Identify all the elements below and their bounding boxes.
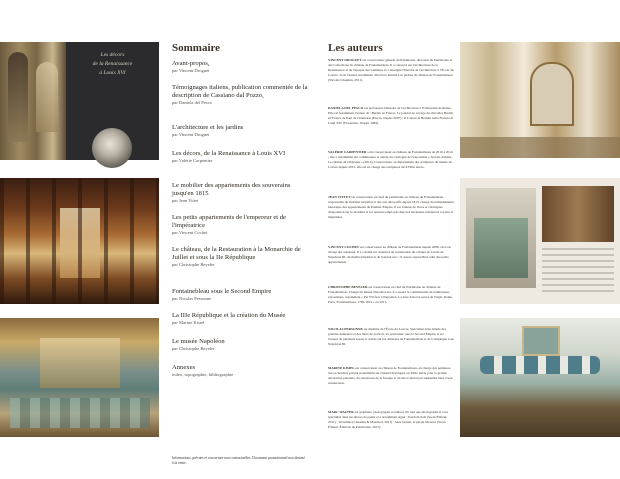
author-entry xyxy=(328,150,454,170)
spread-right-image xyxy=(542,186,614,242)
author-entry xyxy=(328,285,454,305)
author-bio: est conservateur au château de Fontainebleau depuis 2008, où il est chargé des arsenaux. Il a conduit les chantiers de restauration du cabinet de travail de Napoléon III, du théâtre impérial et du boudoir turc ; il assure aujourd'hui celui des petits appartements. xyxy=(328,245,452,264)
author-bio: est professeur d'histoire de l'architecture à l'Université de Rome. Elle est notamment l'auteur de : Bernin en France. Le journal de voyage du chevalier Bernin en France de Paul de Chantelou (Electa, Naples 2007) ; Il Louvre di Bernini nella Francia di Luigi XIV (Fiorentino, Naples 1984). xyxy=(328,106,454,125)
toc-item-author: par Christophe Beyeler xyxy=(172,262,215,267)
toc-item-author: par Christophe Beyeler xyxy=(172,346,215,351)
author-bio: est conservateur en chef du Patrimoine au château de Fontainebleau. Chargé du musée Napoléon Ier, il a assuré le commissariat de nombreuses expositions, notamment « Pie VII face à Napoléon. La tiare dans les serres de l'aigle. Rome, Paris, Fontainebleau, 1796-1814 » en 2015. xyxy=(328,285,453,304)
book-title-line3: à Louis XVI xyxy=(99,70,126,76)
toc-item[interactable] xyxy=(172,124,312,138)
author-entry xyxy=(328,410,454,430)
toc-item[interactable] xyxy=(172,288,312,302)
author-name: VINCENT DROGUET xyxy=(328,58,362,62)
toc-item[interactable] xyxy=(172,338,312,352)
toc-item-title: Le mobilier des appartements des souverains jusqu'en 1815 xyxy=(172,182,291,197)
toc-item[interactable] xyxy=(172,246,312,268)
toc-item-title: Le musée Napoléon xyxy=(172,338,225,345)
toc-item-author: par Valérie Carpentier xyxy=(172,158,213,163)
book-title-line2: de la Renaissance xyxy=(92,61,133,67)
toc-item-author: par Marine Kisiel xyxy=(172,320,205,325)
toc-item-author: par Nicolas Personne xyxy=(172,296,212,301)
author-name: JEAN VITTET xyxy=(328,195,351,199)
toc-item-author: par Daniela del Pesco xyxy=(172,100,212,105)
author-bio: est diplômé de l'École du Louvre. Spécialisé dans l'étude des grandes demeures et des lieux de pouvoir, en particulier sous le Second Empire, il est l'auteur de plusieurs essais et article sur les châteaux de Fontainebleau et de Compiègne sous Napoléon III. xyxy=(328,327,454,346)
author-name: VALÉRIE CARPENTIER xyxy=(328,150,367,154)
author-bio: est graphiste, photographe et éditeur. En tant que photographe il s'est spécialisé dans les décors de palais et a notamment signé : Tsardom Salz (Swan Éditeur, 2011) ; Versailles (Chaudun & Mazenod, 2011) ; Sans Glanal, le palais retrouvé (Swan Éditeur, Éditions du Patrimoine, 2015). xyxy=(328,410,448,429)
author-name: MARINE KISIEL xyxy=(328,366,355,370)
author-entry xyxy=(328,327,454,347)
auteurs-heading: Les auteurs xyxy=(328,42,383,54)
toc-item-title: Les décors, de la Renaissance à Louis XVI xyxy=(172,150,286,157)
toc-item-title: Fontainebleau sous le Second Empire xyxy=(172,288,272,295)
toc-item[interactable] xyxy=(172,150,312,164)
author-name: NICOLAS PERSONNE xyxy=(328,327,363,331)
disclaimer-note: Informations, prévues et couverture non contractuelles. Document promotionnel non destiné à la vente. xyxy=(172,456,305,465)
toc-item-author: index, topographie, bibliographie xyxy=(172,372,234,377)
toc-item-title: La IIIe République et la création du Musée xyxy=(172,312,286,319)
toc-item-title: L'architecture et les jardins xyxy=(172,124,244,131)
toc-item-title: Les petits appartements de l'empereur et de l'impératrice xyxy=(172,214,286,229)
spread-preview-photo xyxy=(460,178,620,304)
author-bio: est conservateur général du Patrimoine, directeur du Patrimoine et des Collections du château de Fontainebleau. Il a consacré sur l'architecture de la Renaissance et de l'époque des Lumières et a enseigné l'histoire de l'architecture à l'École du Louvre. Il est l'auteur notamment d'un livre intitulé Les jardins du château de Fontainebleau (Nicolas Chaudun, 2011). xyxy=(328,58,454,82)
author-bio: est conservateur en chef du patrimoine au château de Fontainebleau, responsable du mobilier impérial et des arts décoratifs depuis 1815, chargé du remeublement historique des appartements du Premier Empire. Il est l'auteur de livres et catalogues d'exposition sur le mobilier et les tentures employés dans les anciennes résidences royales et impériales. xyxy=(328,195,454,219)
gallery-photo xyxy=(0,178,159,304)
toc-item[interactable] xyxy=(172,312,312,326)
toc-item-author: par Vincent Cochet xyxy=(172,230,208,235)
toc-item[interactable] xyxy=(172,214,312,236)
book-title-line1: Les décors xyxy=(100,52,125,58)
toc-item[interactable] xyxy=(172,60,312,74)
spread-text-block xyxy=(542,248,614,292)
dining-room-photo xyxy=(460,318,620,437)
author-bio: est conservateur au château de Fontainebleau, en charge des peintures. Ses recherches portent notamment sur l'intérêt développé au XIXe siècle pour la grande décoration palatiale, du renouveau de la fresque et du décor mural pré-raphaélite liées à leur restauration. xyxy=(328,366,453,385)
salon-photo xyxy=(460,42,620,158)
author-name: DANIELA DEL PESCO xyxy=(328,106,364,110)
toc-item[interactable] xyxy=(172,182,312,204)
toc-item[interactable] xyxy=(172,364,312,378)
author-entry xyxy=(328,106,454,126)
author-entry xyxy=(328,58,454,83)
author-entry xyxy=(328,195,454,220)
sommaire-heading: Sommaire xyxy=(172,42,221,54)
author-entry xyxy=(328,366,454,386)
author-name: VINCENT COCHET xyxy=(328,245,360,249)
cover-photo-interior xyxy=(0,42,66,160)
author-bio: a été conservateur au château de Fontainebleau de 2010 à 2014 ; elle a notamment été commissaire et auteur du catalogue de l'exposition « Secrets d'ébène. Le cabinet de l'Odyssée » (2014). Conservateur au département des sculptures du musée du Louvre depuis 2015, elle est en charge des sculptures du XVIIIe siècle. xyxy=(328,150,453,169)
toc-item-author: par Vincent Droguet xyxy=(172,68,210,73)
author-entry xyxy=(328,245,454,265)
armchair-image xyxy=(474,218,528,278)
bedroom-photo xyxy=(0,318,159,437)
author-name: CHRISTOPHE BEYELER xyxy=(328,285,368,289)
toc-item-author: par Vincent Droguet xyxy=(172,132,210,137)
toc-item[interactable] xyxy=(172,84,312,106)
author-name: MARC WALTER xyxy=(328,410,354,414)
toc-item-title: Annexes xyxy=(172,364,196,371)
toc-item-title: Le château, de la Restauration à la Monarchie de Juillet et sous la IIe République xyxy=(172,246,301,261)
medallion-portrait-icon xyxy=(92,128,132,168)
toc-item-title: Avant-propos, xyxy=(172,60,210,67)
toc-item-author: par Jean Vittet xyxy=(172,198,199,203)
book-cover xyxy=(66,42,159,160)
toc-item-title: Témoignages italiens, publication commentée de la description de Cassiano dal Pozzo, xyxy=(172,84,308,99)
